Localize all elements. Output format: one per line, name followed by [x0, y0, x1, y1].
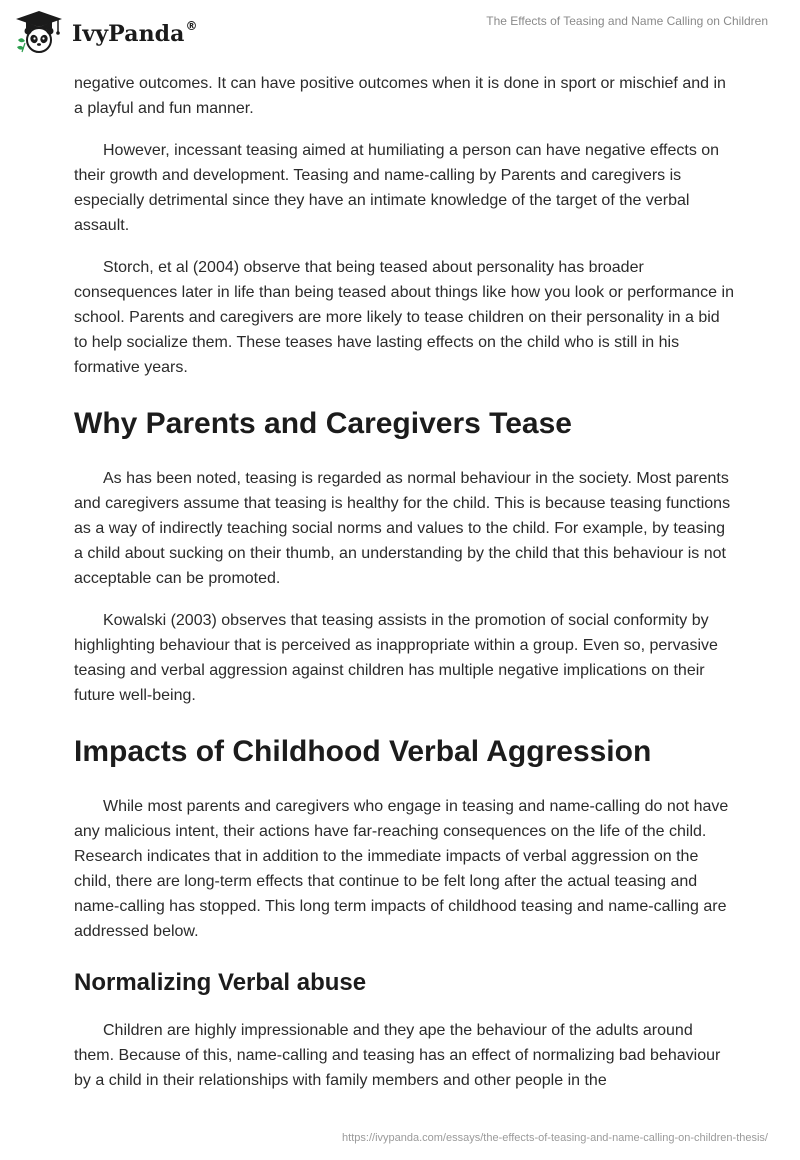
source-url-link[interactable]: https://ivypanda.com/essays/the-effects-of-teasing-and-name-calling-on-children-thesis/: [342, 1132, 768, 1144]
paragraph-1: negative outcomes. It can have positive outcomes when it is done in sport or mischief and in a playful and fun manner.: [74, 75, 726, 117]
paragraph-7: Children are highly impressionable and they ape the behaviour of the adults around them. Because of this, name-calling and teasing has an effect of normalizing bad behaviour by a child in their relationships with family members and other people in the: [74, 1022, 721, 1089]
heading-why-parents-tease: Why Parents and Caregivers Tease: [74, 407, 572, 440]
heading-normalizing-verbal-abuse: Normalizing Verbal abuse: [74, 969, 367, 996]
logo-wordmark: IvyPanda®: [72, 18, 198, 47]
essay-body: [74, 71, 734, 1110]
document-title: The Effects of Teasing and Name Calling on Children: [486, 14, 768, 28]
heading-impacts-verbal-aggression: Impacts of Childhood Verbal Aggression: [74, 735, 652, 768]
paragraph-3: Storch, et al (2004) observe that being teased about personality has broader consequences later in life than being teased about things like how you look or performance in school. Parents and caregivers are more likely to tease children on their personality in a bid to help socialize them. These teases have lasting effects on the child who is still in his formative years.: [74, 259, 734, 376]
paragraph-6: While most parents and caregivers who engage in teasing and name-calling do not have any malicious intent, their actions have far-reaching consequences on the life of the child. Research indicates that in addition to the immediate impacts of verbal aggression on the child, there are long-term effects that continue to be felt long after the actual teasing and name-calling has stopped. This long term impacts of childhood teasing and name-calling are addressed below.: [74, 798, 729, 940]
registered-mark: ®: [185, 18, 198, 33]
paragraph-4: As has been noted, teasing is regarded as normal behaviour in the society. Most parents and caregivers assume that teasing is healthy for the child. This is because teasing functions as a way of indirectly teaching social norms and values to the child. For example, by teasing a child about sucking on their thumb, an understanding by the child that this behaviour is not acceptable can be promoted.: [74, 470, 731, 587]
panda-graduation-cap-logo-icon: [14, 10, 64, 54]
paragraph-2: However, incessant teasing aimed at humiliating a person can have negative effects on their growth and development. Teasing and name-calling by Parents and caregivers is especially detrimental since they have an intimate knowledge of the target of the verbal assault.: [74, 142, 720, 234]
site-logo[interactable]: [14, 10, 198, 54]
page-header: [0, 0, 800, 50]
paragraph-5: Kowalski (2003) observes that teasing assists in the promotion of social conformity by highlighting behaviour that is perceived as inappropriate within a group. Even so, pervasive teasing and verbal aggression against children has multiple negative implications on their future well-being.: [74, 612, 718, 704]
